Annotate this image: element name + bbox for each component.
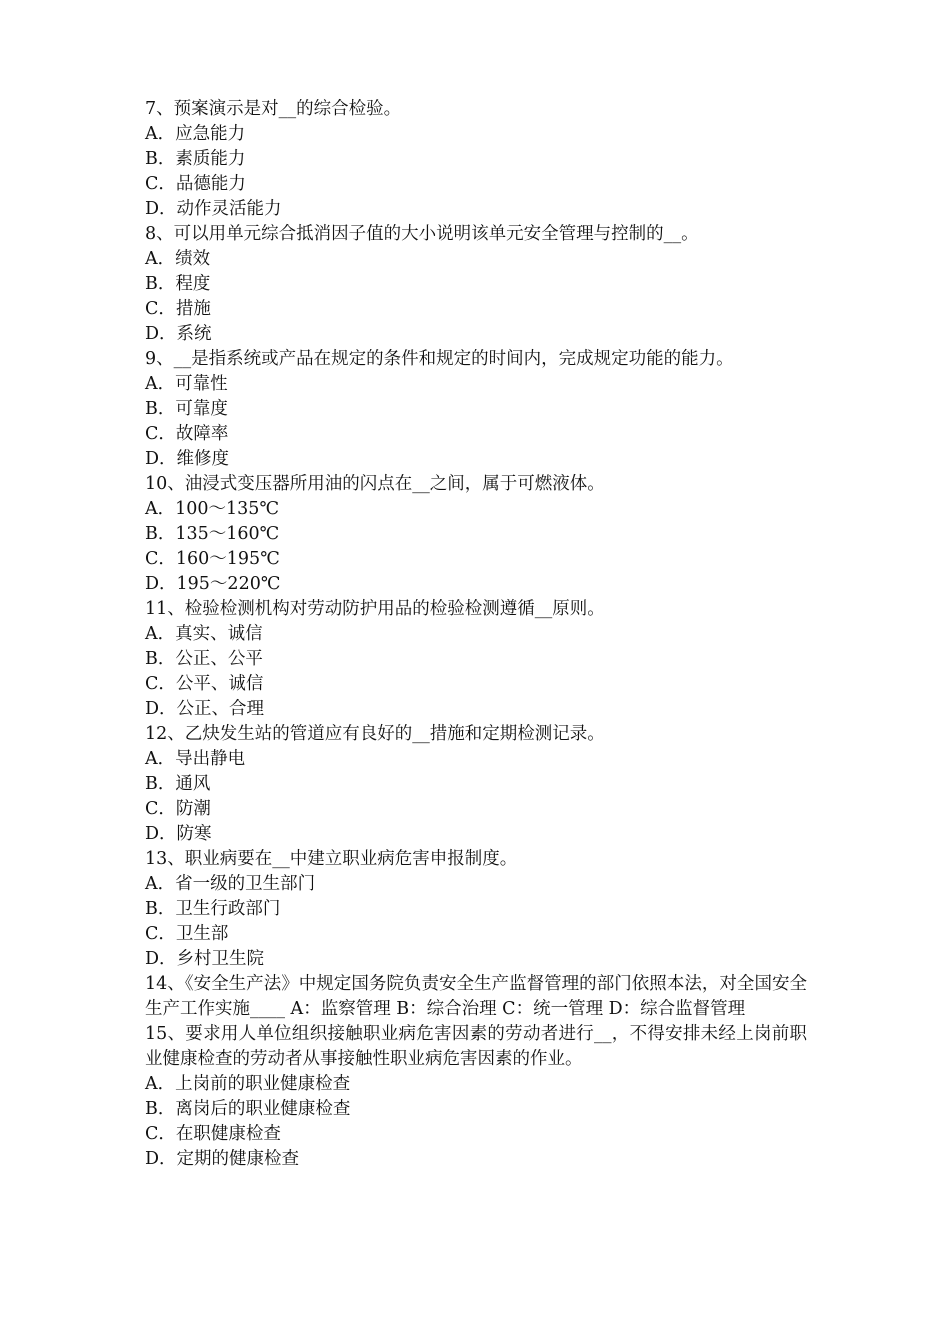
option-c: C．公平、诚信 xyxy=(145,674,264,694)
question-13 xyxy=(145,847,807,972)
option-c: C．故障率 xyxy=(145,424,229,444)
option-d: D．维修度 xyxy=(145,449,230,469)
option-c: C．卫生部 xyxy=(145,924,229,944)
question-14 xyxy=(145,972,807,1022)
question-stem: 13、职业病要在__中建立职业病危害申报制度。 xyxy=(145,849,518,869)
option-a: A．应急能力 xyxy=(145,124,246,144)
option-b: B．通风 xyxy=(145,774,211,794)
option-b: B．素质能力 xyxy=(145,149,246,169)
option-c: C．在职健康检查 xyxy=(145,1124,281,1144)
option-b: B．可靠度 xyxy=(145,399,228,419)
document-page xyxy=(145,97,807,1172)
option-a: A．绩效 xyxy=(145,249,211,269)
question-stem: 7、预案演示是对__的综合检验。 xyxy=(145,99,402,119)
option-b: B．135～160℃ xyxy=(145,524,280,544)
option-a: A．100～135℃ xyxy=(145,499,280,519)
question-stem: 12、乙炔发生站的管道应有良好的__措施和定期检测记录。 xyxy=(145,724,605,744)
option-c: C．防潮 xyxy=(145,799,211,819)
option-c: C．品德能力 xyxy=(145,174,246,194)
question-stem: 14、《安全生产法》中规定国务院负责安全生产监督管理的部门依照本法，对全国安全生产工作实施____ A：监察管理 B：综合治理 C：统一管理 D：综合监督管理 xyxy=(145,974,807,1019)
option-d: D．防寒 xyxy=(145,824,212,844)
option-d: D．公正、合理 xyxy=(145,699,265,719)
option-d: D．乡村卫生院 xyxy=(145,949,265,969)
question-10 xyxy=(145,472,807,597)
option-b: B．离岗后的职业健康检查 xyxy=(145,1099,351,1119)
question-8 xyxy=(145,222,807,347)
question-stem: 8、可以用单元综合抵消因子值的大小说明该单元安全管理与控制的__。 xyxy=(145,224,699,244)
option-a: A．上岗前的职业健康检查 xyxy=(145,1074,351,1094)
question-7 xyxy=(145,97,807,222)
option-b: B．公正、公平 xyxy=(145,649,263,669)
option-a: A．真实、诚信 xyxy=(145,624,263,644)
question-stem: 9、__是指系统或产品在规定的条件和规定的时间内，完成规定功能的能力。 xyxy=(145,349,734,369)
option-d: D．系统 xyxy=(145,324,212,344)
question-stem: 11、检验检测机构对劳动防护用品的检验检测遵循__原则。 xyxy=(145,599,605,619)
option-b: B．程度 xyxy=(145,274,211,294)
option-a: A．可靠性 xyxy=(145,374,228,394)
question-stem: 10、油浸式变压器所用油的闪点在__之间，属于可燃液体。 xyxy=(145,474,605,494)
option-c: C．160～195℃ xyxy=(145,549,280,569)
question-15 xyxy=(145,1022,807,1172)
option-a: A．导出静电 xyxy=(145,749,246,769)
option-b: B．卫生行政部门 xyxy=(145,899,281,919)
question-stem: 15、要求用人单位组织接触职业病危害因素的劳动者进行__，不得安排未经上岗前职业健康检查的劳动者从事接触性职业病危害因素的作业。 xyxy=(145,1024,807,1069)
question-11 xyxy=(145,597,807,722)
question-9 xyxy=(145,347,807,472)
option-d: D．195～220℃ xyxy=(145,574,281,594)
option-c: C．措施 xyxy=(145,299,211,319)
option-d: D．动作灵活能力 xyxy=(145,199,282,219)
question-12 xyxy=(145,722,807,847)
option-a: A．省一级的卫生部门 xyxy=(145,874,316,894)
option-d: D．定期的健康检查 xyxy=(145,1149,300,1169)
